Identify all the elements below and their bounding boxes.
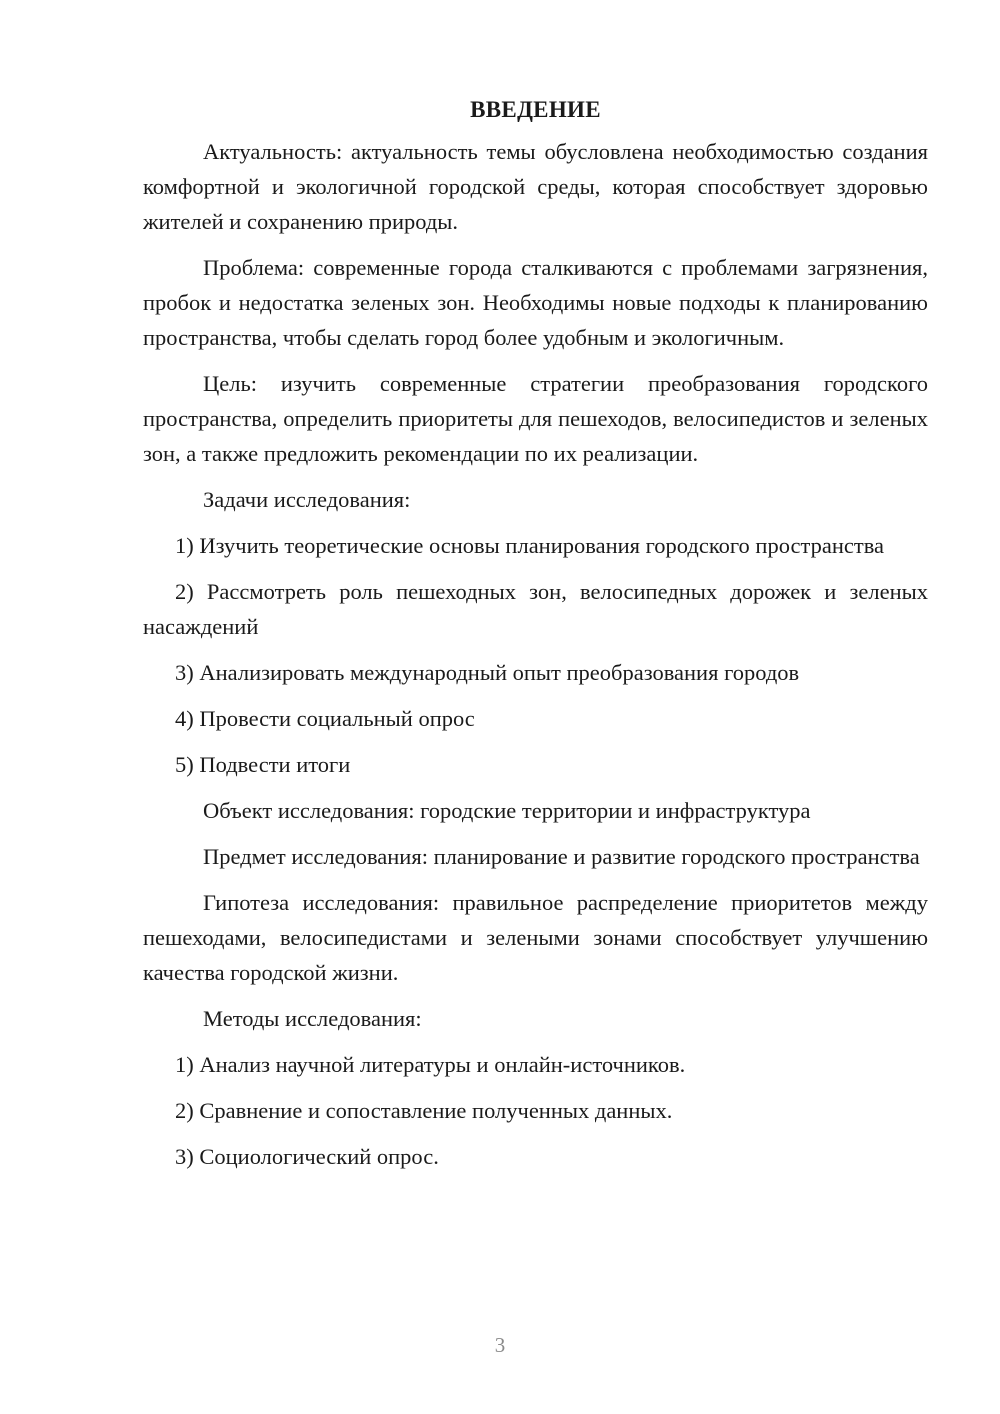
task-item-3: 3) Анализировать международный опыт преобразования городов bbox=[175, 660, 800, 685]
task-item-5: 5) Подвести итоги bbox=[175, 752, 351, 777]
method-item-2: 2) Сравнение и сопоставление полученных данных. bbox=[175, 1098, 673, 1123]
goal-paragraph: Цель: изучить современные стратегии преобразования городского пространства, определить приоритеты для пешеходов, велосипедистов и зеленых зон, а также предложить рекомендации по их реализации. bbox=[143, 371, 928, 466]
section-heading: ВВЕДЕНИЕ bbox=[470, 97, 601, 122]
task-item-1: 1) Изучить теоретические основы планирования городского пространства bbox=[175, 533, 885, 558]
task-item-2: 2) Рассмотреть роль пешеходных зон, велосипедных дорожек и зеленых насаждений bbox=[143, 579, 928, 639]
document-page bbox=[143, 92, 928, 1185]
method-item-1: 1) Анализ научной литературы и онлайн-источников. bbox=[175, 1052, 686, 1077]
methods-title: Методы исследования: bbox=[203, 1006, 422, 1031]
method-item-3: 3) Социологический опрос. bbox=[175, 1144, 439, 1169]
subject-paragraph: Предмет исследования: планирование и развитие городского пространства bbox=[203, 844, 920, 869]
tasks-title: Задачи исследования: bbox=[203, 487, 411, 512]
object-paragraph: Объект исследования: городские территории и инфраструктура bbox=[203, 798, 811, 823]
task-item-4: 4) Провести социальный опрос bbox=[175, 706, 475, 731]
hypothesis-paragraph: Гипотеза исследования: правильное распределение приоритетов между пешеходами, велосипедистами и зелеными зонами способствует улучшению качества городской жизни. bbox=[143, 890, 928, 985]
page-number: 3 bbox=[494, 1333, 506, 1357]
problem-paragraph: Проблема: современные города сталкиваются с проблемами загрязнения, пробок и недостатка зеленых зон. Необходимы новые подходы к планированию пространства, чтобы сделать город более удобным и экологичным. bbox=[143, 255, 928, 350]
relevance-paragraph: Актуальность: актуальность темы обусловлена необходимостью создания комфортной и экологичной городской среды, которая способствует здоровью жителей и сохранению природы. bbox=[143, 139, 928, 234]
